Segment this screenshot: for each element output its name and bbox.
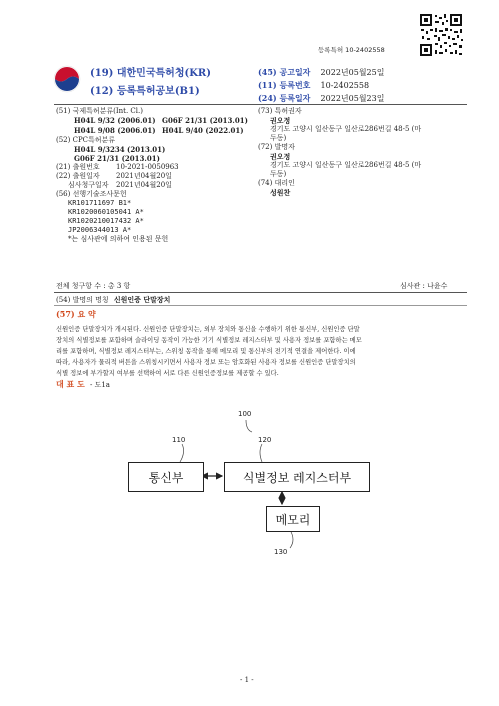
examiner: 심사관 : 나윤수 [400, 282, 448, 290]
ref-label-120: 120 [258, 436, 272, 444]
cpc-code: G06F 21/31 (2013.01) [74, 154, 160, 163]
application-number-label: (21) 출원번호 [56, 163, 100, 171]
abstract-line: 신원인증 단말장치가 개시된다. 신원인증 단말장치는, 외부 장치와 통신을 수행하기 위한 통신부, 신원인증 단말 [56, 326, 360, 333]
invention-title: 신원인증 단말장치 [113, 295, 171, 304]
prior-art-item: KR1020060105041 A* [68, 208, 144, 216]
exam-request-label: 심사청구일자 [68, 181, 109, 189]
owner-label: (73) 특허권자 [258, 107, 302, 115]
application-date: 2021년04월20일 [116, 172, 172, 180]
communication-unit-box: 통신부 [128, 462, 204, 492]
representative-figure-value: - 도1a [90, 381, 110, 389]
owner-address: 두동) [270, 134, 287, 142]
publication-date-label: (45) 공고일자 [258, 67, 311, 77]
abstract-heading: (57) 요 약 [56, 309, 96, 319]
prior-art-note: *는 심사관에 의하여 인용된 문헌 [68, 235, 169, 243]
issuing-office: (19) 대한민국특허청(KR) [90, 68, 211, 79]
agent-name: 성원찬 [270, 188, 291, 197]
inventor-label: (72) 발명자 [258, 143, 295, 151]
prior-art-label: (56) 선행기술조사문헌 [56, 190, 127, 198]
document-type: (12) 등록특허공보(B1) [90, 86, 200, 97]
ipc-code: H04L 9/32 (2006.01) [74, 116, 156, 125]
ipc-code: G06F 21/31 (2013.01) [162, 116, 248, 125]
registration-date: 2022년05월23일 [320, 94, 385, 103]
inventor-name: 권오정 [270, 152, 291, 161]
ref-label-130: 130 [274, 548, 288, 556]
prior-art-item: JP2006344013 A* [68, 226, 132, 234]
registration-no-label: (11) 등록번호 [258, 80, 311, 90]
exam-request-date: 2021년04월20일 [116, 181, 172, 189]
abstract-line: 따라, 사용자가 물리적 버튼을 스위칭시키면서 사용자 정보 또는 암호화된 사용자 정보를 신원인증 단말장치의 [56, 359, 356, 366]
ipc-code: H04L 9/08 (2006.01) [74, 126, 156, 135]
invention-title-label: (54) 발명의 명칭 [56, 296, 109, 304]
abstract-line: 장치의 식별정보를 포함하며 슬라이딩 동작이 가능한 기기 식별정보 레지스터부 및 사용자 정보를 포함하는 메모 [56, 337, 362, 344]
ref-label-110: 110 [172, 436, 186, 444]
registration-number: 등록특허 10-2402558 [318, 46, 385, 54]
abstract-line: 리를 포함하며, 식별정보 레지스터부는, 스위칭 동작을 통해 메모리 및 통신부의 전기적 연결을 제어한다. 이에 [56, 348, 356, 355]
claims-count: 전체 청구항 수 : 총 3 항 [56, 282, 131, 290]
memory-box: 메모리 [266, 506, 320, 532]
id-register-unit-box: 식별정보 레지스터부 [224, 462, 370, 492]
cpc-label: (52) CPC특허분류 [56, 136, 116, 144]
application-number: 10-2021-0050963 [116, 163, 179, 171]
page-number: - 1 - [240, 676, 254, 684]
ipc-label: (51) 국제특허분류(Int. Cl.) [56, 107, 143, 115]
ipc-code: H04L 9/40 (2022.01) [162, 126, 244, 135]
registration-date-label: (24) 등록일자 [258, 93, 311, 103]
prior-art-item: KR1020210017432 A* [68, 217, 144, 225]
inventor-address: 두동) [270, 170, 287, 178]
agent-label: (74) 대리인 [258, 179, 295, 187]
owner-name: 권오정 [270, 116, 291, 125]
owner-address: 경기도 고양시 일산동구 일산로286번길 48-5 (마 [270, 125, 422, 133]
registration-no: 10-2402558 [320, 81, 370, 90]
prior-art-item: KR101711697 B1* [68, 199, 132, 207]
cpc-code: H04L 9/3234 (2013.01) [74, 145, 166, 154]
representative-figure-label: 대 표 도 [56, 379, 85, 389]
application-date-label: (22) 출원일자 [56, 172, 100, 180]
ref-label-100: 100 [238, 410, 252, 418]
publication-date: 2022년05월25일 [320, 68, 385, 77]
inventor-address: 경기도 고양시 일산동구 일산로286번길 48-5 (마 [270, 161, 422, 169]
abstract-line: 식별 정보에 부가할지 여부를 선택하여 서로 다른 신원인증정보를 제공할 수 있다. [56, 370, 279, 377]
